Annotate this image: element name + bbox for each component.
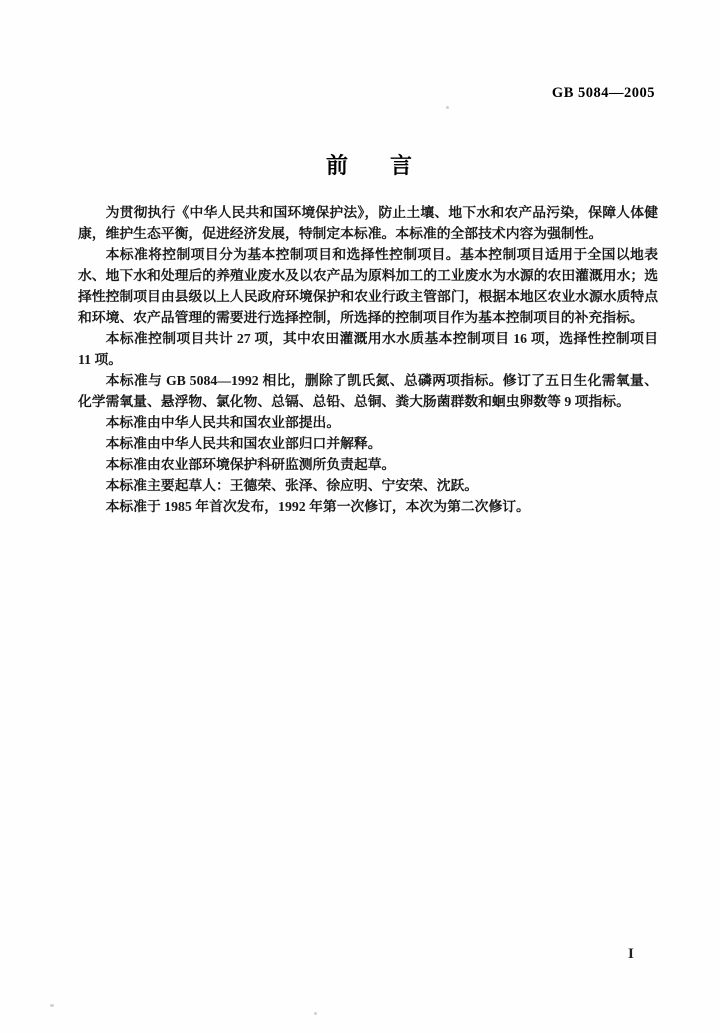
document-body (78, 202, 658, 517)
paragraph-drafters: 本标准主要起草人：王德荣、张泽、徐应明、宁安荣、沈跃。 (105, 478, 479, 493)
paragraph-interpreted-by: 本标准由中华人民共和国农业部归口并解释。 (105, 436, 382, 451)
standard-code: GB 5084—2005 (551, 85, 655, 101)
paragraph-history: 本标准于 1985 年首次发布，1992 年第一次修订，本次为第二次修订。 (105, 499, 530, 514)
paragraph-proposed-by: 本标准由中华人民共和国农业部提出。 (105, 415, 341, 430)
paragraph-revision-changes: 本标准与 GB 5084—1992 相比，删除了凯氏氮、总磷两项指标。修订了五日生化需氧量、化学需氧量、悬浮物、氯化物、总镉、总铅、总铜、粪大肠菌群数和蛔虫卵数等 9 项指标。 (78, 373, 658, 409)
page-title-text: 前言 (325, 153, 454, 178)
scan-speck (314, 1012, 317, 1015)
paragraph-control-items: 本标准将控制项目分为基本控制项目和选择性控制项目。基本控制项目适用于全国以地表水、地下水和处理后的养殖业废水及以农产品为原料加工的工业废水为水源的农田灌溉用水；选择性控制项目由县级以上人民政府环境保护和农业行政主管部门，根据本地区农业水源水质特点和环境、农产品管理的需要进行选择控制，所选择的控制项目作为基本控制项目的补充指标。 (78, 247, 658, 325)
scan-speck (446, 106, 449, 109)
page-title (0, 144, 720, 181)
scan-speck (50, 1004, 54, 1007)
page-number: I (628, 946, 634, 962)
paragraph-drafted-by: 本标准由农业部环境保护科研监测所负责起草。 (105, 457, 396, 472)
paragraph-purpose: 为贯彻执行《中华人民共和国环境保护法》，防止土壤、地下水和农产品污染，保障人体健康，维护生态平衡，促进经济发展，特制定本标准。本标准的全部技术内容为强制性。 (78, 205, 658, 241)
paragraph-item-counts: 本标准控制项目共计 27 项，其中农田灌溉用水水质基本控制项目 16 项，选择性控制项目 11 项。 (78, 331, 658, 367)
